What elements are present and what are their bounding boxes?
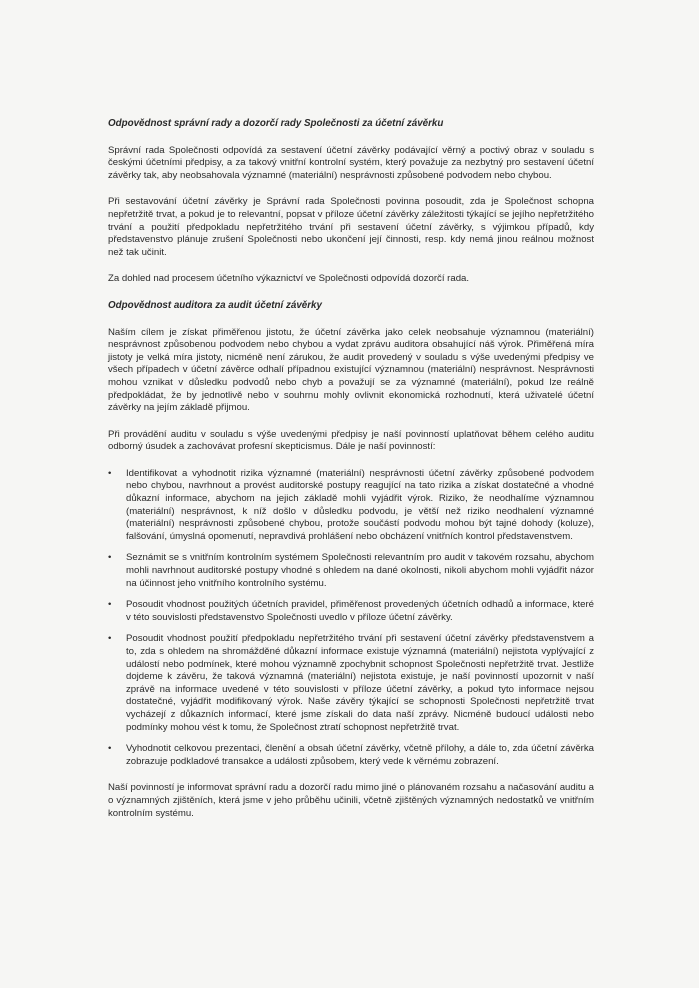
list-item-text: Identifikovat a vyhodnotit rizika významné (materiální) nesprávnosti účetní závěrky způsobené podvodem nebo chybou, navrhnout a provést auditorské postupy reagující na tato rizika a získat dostatečné a vhodné důkazní informace, abychom na jejich základě mohli vyjádřit výrok. Riziko, že neodhalíme významnou (materiální) nesprávnost, k níž došlo v důsledku podvodu, je větší než riziko neodhalení významné (materiální) nesprávnosti způsobené chybou, protože součástí podvodu mohou být tajné dohody (koluze), falšování, úmyslná opomenutí, nepravdivá prohlášení nebo obcházení vnitřních kontrol představenstvem. [126, 467, 594, 542]
bullet-icon: • [108, 633, 112, 645]
list-item [108, 468, 594, 544]
paragraph: Správní rada Společnosti odpovídá za sestavení účetní závěrky podávající věrný a poctivý obraz v souladu s českými účetními předpisy, a za takový vnitřní kontrolní systém, který považuje za nezbytný pro sestavení účetní závěrky tak, aby neobsahovala významné (materiální) nesprávnosti způsobené podvodem nebo chybou. [108, 144, 594, 181]
paragraph: Při provádění auditu v souladu s výše uvedenými předpisy je naší povinností uplatňovat během celého auditu odborný úsudek a zachovávat profesní skepticismus. Dále je naší povinností: [108, 428, 594, 453]
list-item-text: Vyhodnotit celkovou prezentaci, členění a obsah účetní závěrky, včetně přílohy, a dále to, zda účetní závěrka zobrazuje podkladové transakce a události způsobem, který vede k věrnému zobrazení. [126, 743, 594, 767]
section-heading-auditor-responsibility: Odpovědnost auditora za audit účetní závěrky [108, 299, 322, 311]
list-item [108, 599, 594, 624]
paragraph: Naším cílem je získat přiměřenou jistotu, že účetní závěrka jako celek neobsahuje významnou (materiální) nesprávnost způsobenou podvodem nebo chybou a vydat zprávu auditora obsahující náš výrok. Přiměřená míra jistoty je velká míra jistoty, nicméně není zárukou, že audit provedený v souladu s výše uvedenými předpisy ve všech případech v účetní závěrce odhalí případnou existující významnou (materiální) nesprávnost. Nesprávnosti mohou vznikat v důsledku podvodů nebo chyb a považují se za významné (materiální), pokud lze reálně předpokládat, že by jednotlivě nebo v souhrnu mohly ovlivnit ekonomická rozhodnutí, která uživatelé účetní závěrky na jejím základě přijmou. [108, 326, 594, 414]
bullet-icon: • [108, 467, 112, 479]
list-item-text: Seznámit se s vnitřním kontrolním systémem Společnosti relevantním pro audit v takovém rozsahu, abychom mohli navrhnout auditorské postupy vhodné s ohledem na dané okolnosti, nikoli abychom mohli vyjádřit názor na účinnost jeho vnitřního kontrolního systému. [126, 552, 594, 589]
document-page [108, 118, 594, 834]
bullet-icon: • [108, 552, 112, 564]
list-item [108, 552, 594, 590]
list-item [108, 633, 594, 734]
bullet-list [108, 468, 594, 768]
list-item-text: Posoudit vhodnost použití předpokladu nepřetržitého trvání při sestavení účetní závěrky představenstvem a to, zda s ohledem na shromážděné důkazní informace existuje významná (materiální) nejistota vyplývající z událostí nebo podmínek, které mohou významně zpochybnit schopnost Společnosti nepřetržitě trvat. Jestliže dojdeme k závěru, že taková významná (materiální) nejistota existuje, je naší povinností upozornit v naší zprávě na informace uvedené v této souvislosti v příloze účetní závěrky, a pokud tyto informace nejsou dostatečné, vyjádřit modifikovaný výrok. Naše závěry týkající se schopnosti Společnosti nepřetržitě trvat vycházejí z důkazních informací, které jsme získali do data naší zprávy. Nicméně budoucí události nebo podmínky mohou vést k tomu, že Společnost ztratí schopnost nepřetržitě trvat. [126, 633, 594, 733]
paragraph: Naší povinností je informovat správní radu a dozorčí radu mimo jiné o plánovaném rozsahu a načasování auditu a o významných zjištěních, která jsme v jeho průběhu učinili, včetně zjištěných významných nedostatků ve vnitřním kontrolním systému. [108, 782, 594, 819]
list-item-text: Posoudit vhodnost použitých účetních pravidel, přiměřenost provedených účetních odhadů a informace, které v této souvislosti představenstvo Společnosti uvedlo v příloze účetní závěrky. [126, 599, 594, 623]
paragraph: Za dohled nad procesem účetního výkaznictví ve Společnosti odpovídá dozorčí rada. [108, 273, 470, 285]
paragraph: Při sestavování účetní závěrky je Správní rada Společnosti povinna posoudit, zda je Společnost schopna nepřetržitě trvat, a pokud je to relevantní, popsat v příloze účetní závěrky záležitosti týkající se jejího nepřetržitého trvání a použití předpokladu nepřetržitého trvání při sestavení účetní závěrky, s výjimkou případů, kdy představenstvo plánuje zrušení Společnosti nebo ukončení její činnosti, resp. kdy nemá jinou reálnou možnost než tak učinit. [108, 196, 594, 258]
section-heading-management-responsibility: Odpovědnost správní rady a dozorčí rady Společnosti za účetní závěrku [108, 118, 444, 129]
bullet-icon: • [108, 599, 112, 611]
bullet-icon: • [108, 743, 112, 755]
list-item [108, 743, 594, 768]
